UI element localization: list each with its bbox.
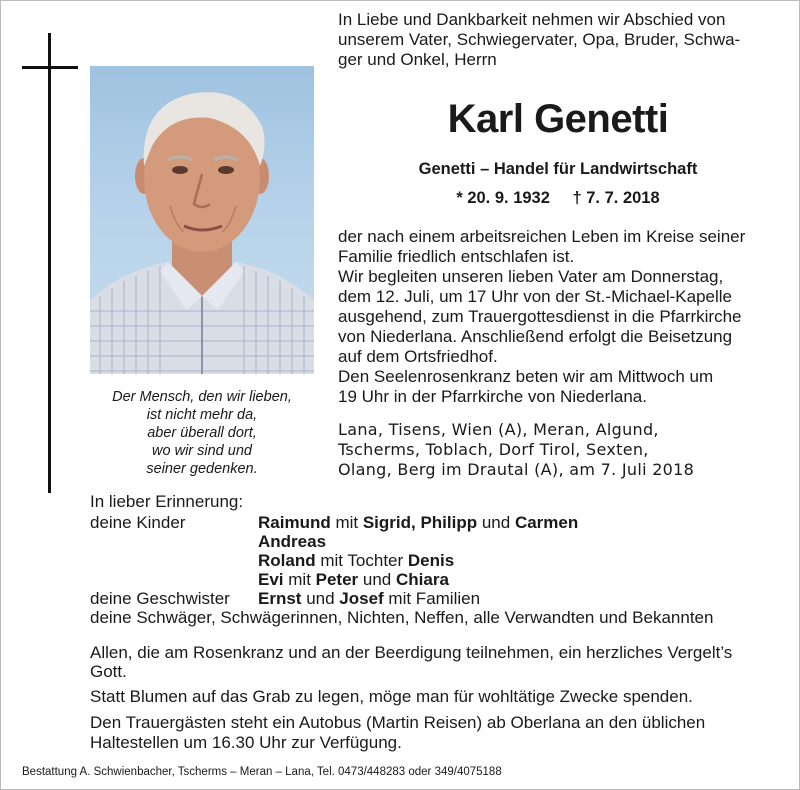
quote-line: wo wir sind und <box>152 443 252 459</box>
portrait-photo <box>90 66 314 374</box>
body-line: ausgehend, zum Trauergottesdienst in die Pfarrkirche <box>338 307 742 326</box>
cross-icon-horizontal <box>22 66 78 69</box>
deceased-name: Karl Genetti <box>447 97 669 141</box>
children-label: deine Kinder <box>90 513 186 532</box>
funeral-details <box>338 227 745 407</box>
quote-line: seiner gedenken. <box>146 461 258 477</box>
children-line: Roland mit Tochter Denis <box>258 551 455 570</box>
cross-icon-vertical <box>48 33 51 493</box>
intro-text <box>338 10 740 70</box>
body-line: Den Seelenrosenkranz beten wir am Mittwoch um <box>338 367 714 386</box>
intro-line: ger und Onkel, Herrn <box>338 50 497 69</box>
quote-line: Der Mensch, den wir lieben, <box>112 389 292 405</box>
places-line: Lana, Tisens, Wien (A), Meran, Algund, <box>338 420 659 439</box>
body-line: dem 12. Juli, um 17 Uhr von der St.-Michael-Kapelle <box>338 287 733 306</box>
relatives-line: deine Schwäger, Schwägerinnen, Nichten, Neffen, alle Verwandten und Bekannten <box>90 608 714 627</box>
body-line: von Niederlana. Anschließend erfolgt die Beisetzung <box>338 327 733 346</box>
places-and-date <box>338 420 694 480</box>
memorial-quote <box>90 388 314 478</box>
body-line: auf dem Ortsfriedhof. <box>338 347 498 366</box>
closing-line: Statt Blumen auf das Grab zu legen, möge man für wohltätige Zwecke spenden. <box>90 687 693 706</box>
body-line: der nach einem arbeitsreichen Leben im Kreise seiner <box>338 227 746 246</box>
body-line: Familie friedlich entschlafen ist. <box>338 247 575 266</box>
siblings-line: Ernst und Josef mit Familien <box>258 589 481 608</box>
children-line: Evi mit Peter und Chiara <box>258 570 449 589</box>
funeral-home-footer: Bestattung A. Schwienbacher, Tscherms – Meran – Lana, Tel. 0473/448283 oder 349/4075188 <box>22 766 502 778</box>
body-line: 19 Uhr in der Pfarrkirche von Niederlana. <box>338 387 647 406</box>
places-line: Tscherms, Toblach, Dorf Tirol, Sexten, <box>338 440 649 459</box>
death-date: † 7. 7. 2018 <box>572 189 660 207</box>
children-line: Andreas <box>258 532 327 551</box>
quote-line: ist nicht mehr da, <box>146 407 258 423</box>
closing-line: Den Trauergästen steht ein Autobus (Martin Reisen) ab Oberlana an den üblichen <box>90 713 706 732</box>
closing-line: Haltestellen um 16.30 Uhr zur Verfügung. <box>90 733 402 752</box>
body-line: Wir begleiten unseren lieben Vater am Donnerstag, <box>338 267 724 286</box>
family-intro: In lieber Erinnerung: <box>90 492 244 511</box>
quote-line: aber überall dort, <box>147 425 257 441</box>
intro-line: In Liebe und Dankbarkeit nehmen wir Abschied von <box>338 10 726 29</box>
closing-line: Gott. <box>90 662 127 681</box>
intro-line: unserem Vater, Schwiegervater, Opa, Bruder, Schwa- <box>338 30 741 49</box>
closing-line: Allen, die am Rosenkranz und an der Beerdigung teilnehmen, ein herzliches Vergelt’s <box>90 643 733 662</box>
places-line: Olang, Berg im Drautal (A), am 7. Juli 2018 <box>338 460 695 479</box>
children-line: Raimund mit Sigrid, Philipp und Carmen <box>258 513 579 532</box>
siblings-label: deine Geschwister <box>90 589 230 608</box>
birth-date: * 20. 9. 1932 <box>456 189 550 207</box>
portrait-illustration <box>90 66 314 374</box>
business-name: Genetti – Handel für Landwirtschaft <box>418 160 698 178</box>
life-dates <box>338 189 778 208</box>
